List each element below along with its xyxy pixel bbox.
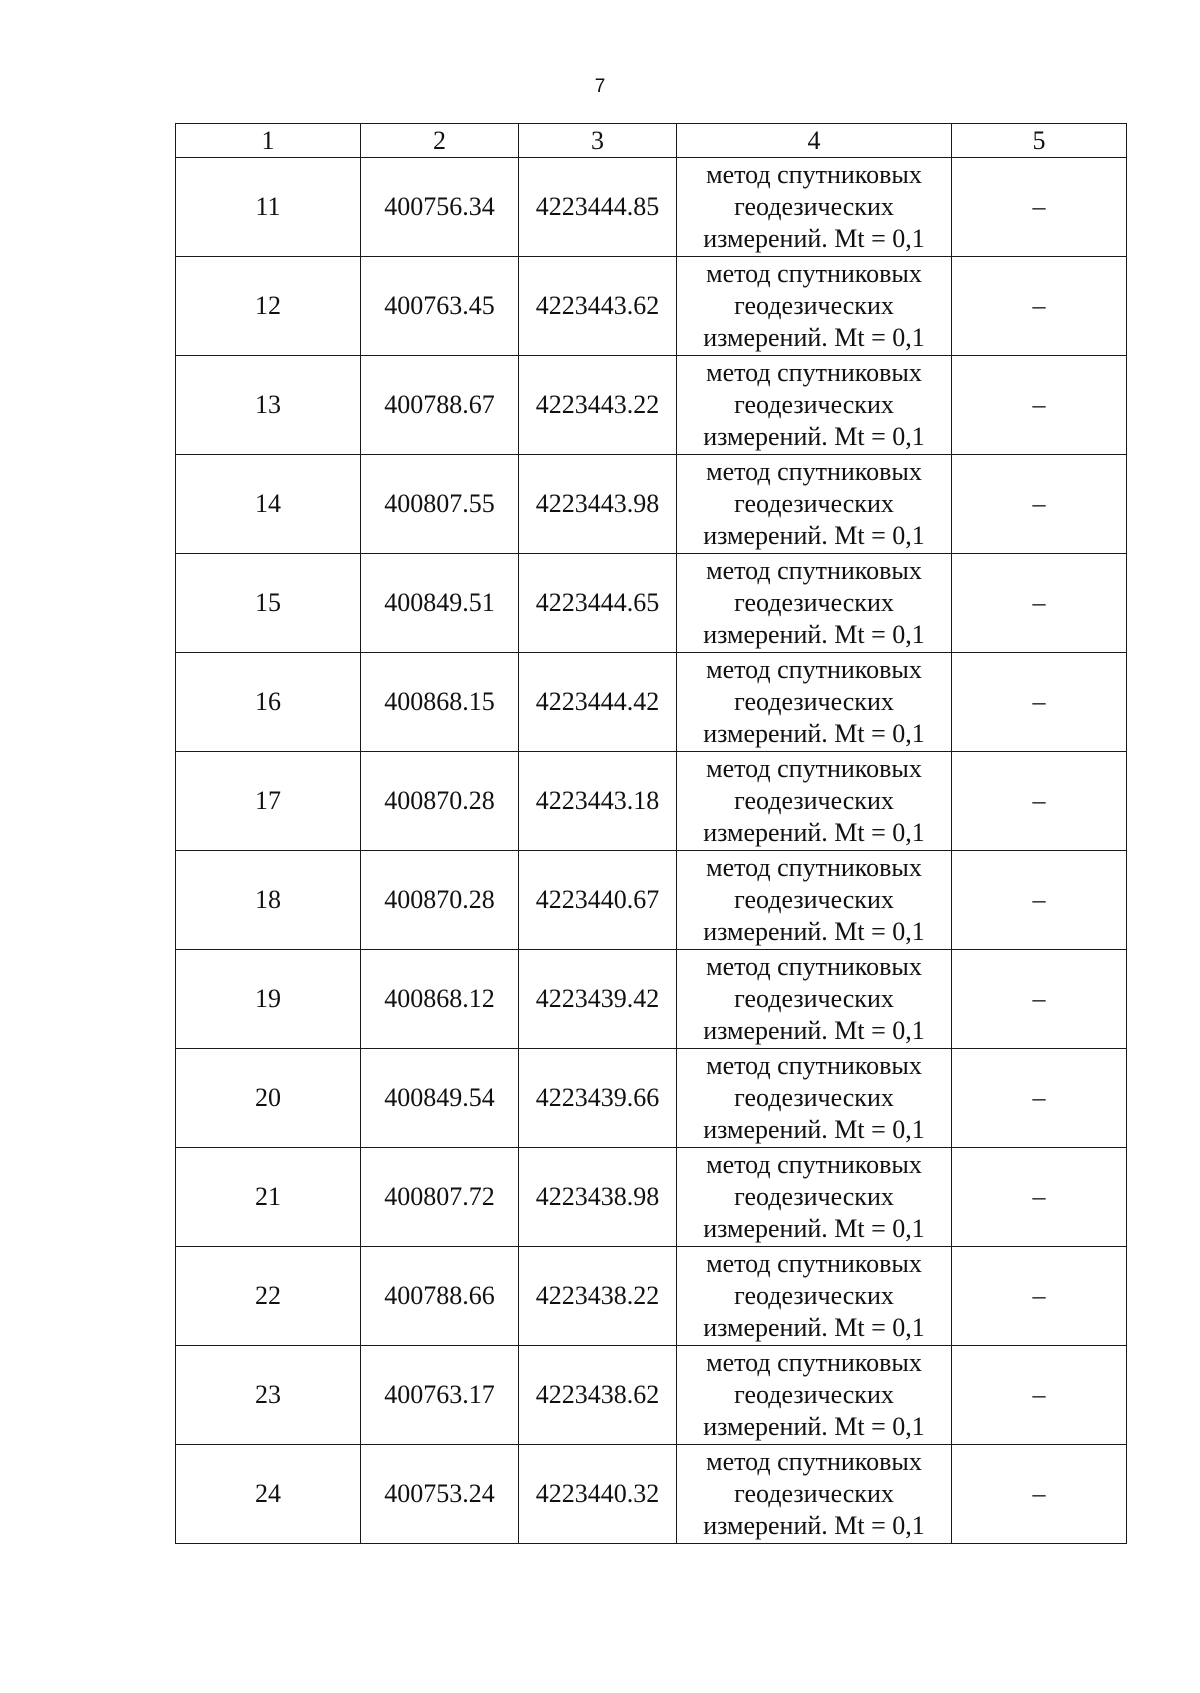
- method-line: измерений. Mt = 0,1: [703, 818, 925, 847]
- table-header: [176, 124, 1127, 158]
- y-coordinate-cell: 4223440.67: [519, 851, 677, 950]
- point-number-cell: 15: [176, 554, 361, 653]
- table-row: [176, 554, 1127, 653]
- y-coordinate-cell: 4223440.32: [519, 1445, 677, 1544]
- x-coordinate-cell: 400756.34: [361, 158, 519, 257]
- method-line: геодезических: [734, 885, 894, 914]
- y-coordinate-cell: 4223443.22: [519, 356, 677, 455]
- note-cell: –: [952, 1049, 1127, 1148]
- method-cell: [677, 455, 952, 554]
- method-line: метод спутниковых: [706, 556, 922, 585]
- method-line: метод спутниковых: [706, 1150, 922, 1179]
- table-row: [176, 1148, 1127, 1247]
- x-coordinate-cell: 400753.24: [361, 1445, 519, 1544]
- method-line: геодезических: [734, 984, 894, 1013]
- header-col-5: 5: [952, 124, 1127, 158]
- table-row: [176, 752, 1127, 851]
- method-line: измерений. Mt = 0,1: [703, 1016, 925, 1045]
- method-cell: [677, 356, 952, 455]
- x-coordinate-cell: 400788.66: [361, 1247, 519, 1346]
- method-cell: [677, 1445, 952, 1544]
- y-coordinate-cell: 4223439.42: [519, 950, 677, 1049]
- method-line: измерений. Mt = 0,1: [703, 1115, 925, 1144]
- method-line: метод спутниковых: [706, 1447, 922, 1476]
- header-col-2: 2: [361, 124, 519, 158]
- table-row: [176, 1247, 1127, 1346]
- header-row: [176, 124, 1127, 158]
- x-coordinate-cell: 400807.55: [361, 455, 519, 554]
- method-line: геодезических: [734, 1083, 894, 1112]
- method-line: измерений. Mt = 0,1: [703, 1214, 925, 1243]
- y-coordinate-cell: 4223444.85: [519, 158, 677, 257]
- note-cell: –: [952, 554, 1127, 653]
- method-line: метод спутниковых: [706, 160, 922, 189]
- y-coordinate-cell: 4223439.66: [519, 1049, 677, 1148]
- method-line: метод спутниковых: [706, 358, 922, 387]
- y-coordinate-cell: 4223438.62: [519, 1346, 677, 1445]
- x-coordinate-cell: 400849.54: [361, 1049, 519, 1148]
- x-coordinate-cell: 400788.67: [361, 356, 519, 455]
- method-cell: [677, 158, 952, 257]
- point-number-cell: 18: [176, 851, 361, 950]
- point-number-cell: 11: [176, 158, 361, 257]
- method-cell: [677, 1247, 952, 1346]
- note-cell: –: [952, 1445, 1127, 1544]
- point-number-cell: 17: [176, 752, 361, 851]
- y-coordinate-cell: 4223443.98: [519, 455, 677, 554]
- header-col-1: 1: [176, 124, 361, 158]
- table-row: [176, 653, 1127, 752]
- point-number-cell: 16: [176, 653, 361, 752]
- method-line: метод спутниковых: [706, 1051, 922, 1080]
- table-row: [176, 1049, 1127, 1148]
- method-cell: [677, 1346, 952, 1445]
- table-row: [176, 851, 1127, 950]
- note-cell: –: [952, 653, 1127, 752]
- point-number-cell: 24: [176, 1445, 361, 1544]
- method-line: метод спутниковых: [706, 952, 922, 981]
- point-number-cell: 23: [176, 1346, 361, 1445]
- method-line: измерений. Mt = 0,1: [703, 1511, 925, 1540]
- note-cell: –: [952, 158, 1127, 257]
- page-number: 7: [594, 76, 606, 97]
- y-coordinate-cell: 4223444.42: [519, 653, 677, 752]
- method-line: геодезических: [734, 489, 894, 518]
- note-cell: –: [952, 851, 1127, 950]
- method-line: измерений. Mt = 0,1: [703, 521, 925, 550]
- note-cell: –: [952, 950, 1127, 1049]
- table-row: [176, 455, 1127, 554]
- note-cell: –: [952, 257, 1127, 356]
- note-cell: –: [952, 356, 1127, 455]
- coordinates-table: [175, 123, 1127, 1544]
- table-row: [176, 1445, 1127, 1544]
- point-number-cell: 12: [176, 257, 361, 356]
- table-row: [176, 1346, 1127, 1445]
- method-line: метод спутниковых: [706, 1249, 922, 1278]
- note-cell: –: [952, 455, 1127, 554]
- method-line: метод спутниковых: [706, 259, 922, 288]
- method-cell: [677, 950, 952, 1049]
- method-line: измерений. Mt = 0,1: [703, 1313, 925, 1342]
- method-line: измерений. Mt = 0,1: [703, 1412, 925, 1441]
- method-line: метод спутниковых: [706, 853, 922, 882]
- x-coordinate-cell: 400868.12: [361, 950, 519, 1049]
- point-number-cell: 21: [176, 1148, 361, 1247]
- method-cell: [677, 1049, 952, 1148]
- method-line: геодезических: [734, 588, 894, 617]
- point-number-cell: 20: [176, 1049, 361, 1148]
- method-line: измерений. Mt = 0,1: [703, 620, 925, 649]
- point-number-cell: 22: [176, 1247, 361, 1346]
- note-cell: –: [952, 1346, 1127, 1445]
- method-line: измерений. Mt = 0,1: [703, 422, 925, 451]
- method-line: геодезических: [734, 1380, 894, 1409]
- x-coordinate-cell: 400870.28: [361, 851, 519, 950]
- method-line: геодезических: [734, 687, 894, 716]
- header-col-4: 4: [677, 124, 952, 158]
- method-line: геодезических: [734, 192, 894, 221]
- y-coordinate-cell: 4223443.62: [519, 257, 677, 356]
- method-line: метод спутниковых: [706, 655, 922, 684]
- x-coordinate-cell: 400870.28: [361, 752, 519, 851]
- method-line: метод спутниковых: [706, 754, 922, 783]
- method-line: измерений. Mt = 0,1: [703, 917, 925, 946]
- table-row: [176, 356, 1127, 455]
- point-number-cell: 19: [176, 950, 361, 1049]
- method-cell: [677, 257, 952, 356]
- method-line: геодезических: [734, 291, 894, 320]
- method-line: измерений. Mt = 0,1: [703, 224, 925, 253]
- method-line: геодезических: [734, 1182, 894, 1211]
- x-coordinate-cell: 400763.45: [361, 257, 519, 356]
- method-line: измерений. Mt = 0,1: [703, 323, 925, 352]
- table-body: [176, 158, 1127, 1544]
- method-line: метод спутниковых: [706, 457, 922, 486]
- y-coordinate-cell: 4223438.98: [519, 1148, 677, 1247]
- method-line: метод спутниковых: [706, 1348, 922, 1377]
- note-cell: –: [952, 1247, 1127, 1346]
- method-line: измерений. Mt = 0,1: [703, 719, 925, 748]
- method-cell: [677, 752, 952, 851]
- point-number-cell: 13: [176, 356, 361, 455]
- point-number-cell: 14: [176, 455, 361, 554]
- x-coordinate-cell: 400868.15: [361, 653, 519, 752]
- x-coordinate-cell: 400763.17: [361, 1346, 519, 1445]
- y-coordinate-cell: 4223438.22: [519, 1247, 677, 1346]
- method-line: геодезических: [734, 390, 894, 419]
- method-cell: [677, 554, 952, 653]
- y-coordinate-cell: 4223444.65: [519, 554, 677, 653]
- method-cell: [677, 851, 952, 950]
- x-coordinate-cell: 400849.51: [361, 554, 519, 653]
- note-cell: –: [952, 752, 1127, 851]
- method-line: геодезических: [734, 786, 894, 815]
- note-cell: –: [952, 1148, 1127, 1247]
- table-row: [176, 950, 1127, 1049]
- method-line: геодезических: [734, 1281, 894, 1310]
- table-row: [176, 158, 1127, 257]
- method-cell: [677, 1148, 952, 1247]
- header-col-3: 3: [519, 124, 677, 158]
- table-row: [176, 257, 1127, 356]
- method-line: геодезических: [734, 1479, 894, 1508]
- y-coordinate-cell: 4223443.18: [519, 752, 677, 851]
- x-coordinate-cell: 400807.72: [361, 1148, 519, 1247]
- method-cell: [677, 653, 952, 752]
